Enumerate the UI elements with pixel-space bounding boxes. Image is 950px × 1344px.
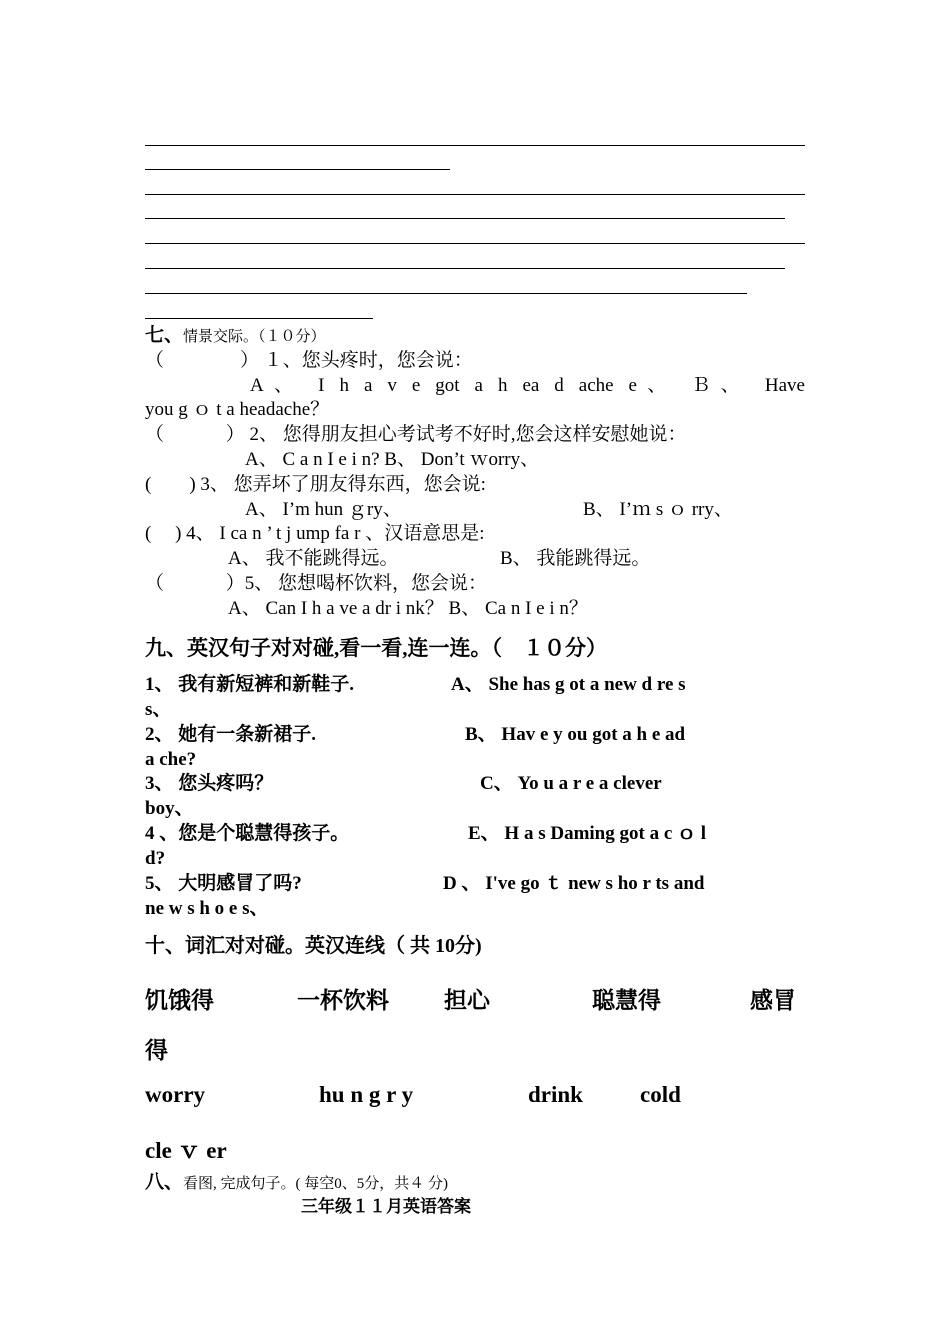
answer-line	[145, 218, 785, 219]
answer-key-title: 三年级１１月英语答案	[301, 1197, 471, 1216]
question-7-5-options: A、 Can I h a ve a dr i nk？ B、 Ca n I e i n？	[228, 598, 588, 619]
match-row-1-cont: s、	[145, 699, 172, 720]
match-row-en: C、 Yo u a r e a clever	[480, 773, 662, 794]
answer-line	[145, 169, 450, 170]
match-row-5-cont: ne w s h o e s、	[145, 898, 269, 919]
section8-number: 八、	[145, 1172, 184, 1193]
match-row-4-cont: d?	[145, 848, 166, 869]
section7-heading	[145, 324, 326, 349]
vocab-word-en: cold	[640, 1082, 681, 1107]
vocab-word-zh: 感冒	[750, 988, 796, 1013]
section8-title: 看图, 完成句子。( 每空0、5分，共４ 分)	[183, 1176, 449, 1192]
vocab-word-zh-cont: 得	[145, 1038, 168, 1063]
vocab-word-zh: 担心	[444, 988, 490, 1013]
match-row-en: B、 Hav e y ou got a h e ad	[465, 724, 686, 745]
answer-line	[145, 194, 805, 195]
match-row-3-cont: boy、	[145, 798, 194, 819]
match-row-zh: 5、 大明感冒了吗?	[145, 873, 302, 894]
section9-heading: 九、英汉句子对对碰,看一看,连一连。（ １０分）	[145, 636, 607, 660]
question-7-1: （ ） １、您头疼时，您会说：	[145, 350, 473, 371]
answer-line	[145, 268, 785, 269]
question-7-4-option-a: A、 我不能跳得远。	[228, 548, 399, 569]
match-row-zh: 2、 她有一条新裙子.	[145, 724, 317, 745]
section8-heading	[145, 1171, 448, 1196]
match-row-zh: 3、 您头疼吗？	[145, 773, 274, 794]
vocab-word-zh: 一杯饮料	[297, 988, 389, 1013]
match-row-en: D 、 I've go ｔ new s ho r ts and	[443, 873, 705, 894]
question-7-1-options: A、 I h a v e got a h ea d ache e、 Ｂ、 Have	[250, 375, 805, 396]
answer-line	[145, 243, 805, 244]
match-row-en: A、 She has g ot a new d re s	[451, 674, 686, 695]
question-7-2: （ ） 2、 您得朋友担心考试考不好时,您会这样安慰她说：	[145, 424, 687, 445]
answer-line	[145, 318, 373, 319]
vocab-word-en: hu n g r y	[319, 1082, 414, 1107]
vocab-word-zh: 聪慧得	[592, 988, 661, 1013]
question-7-2-options: A、 C a n I e i n? B、 Don’t ｗorry、	[245, 449, 540, 470]
question-7-3-option-a: A、 I’m hun ｇry、	[245, 499, 402, 520]
match-row-2-cont: a che?	[145, 749, 197, 770]
vocab-word-en: worry	[145, 1082, 206, 1107]
vocab-word-en-cont: cle ｖ er	[145, 1138, 227, 1163]
match-row-zh: 1、 我有新短裤和新鞋子.	[145, 674, 355, 695]
vocab-word-zh: 饥饿得	[145, 988, 214, 1013]
question-7-1-options-cont: you g ｏ t a headache？	[145, 399, 330, 420]
answer-line	[145, 145, 805, 146]
match-row-zh: 4 、您是个聪慧得孩子。	[145, 823, 350, 844]
question-7-4-option-b: B、 我能跳得远。	[500, 548, 651, 569]
answer-line	[145, 293, 747, 294]
section7-number: 七、	[145, 325, 184, 346]
question-7-3: ( ) 3、 您弄坏了朋友得东西，您会说:	[145, 474, 486, 495]
section7-title: 情景交际。（１０分）	[183, 329, 326, 345]
vocab-word-en: drink	[528, 1082, 583, 1107]
question-7-4: ( ) 4、 I ca n ’ t j ump fa r 、汉语意思是:	[145, 523, 485, 544]
question-7-3-option-b: B、 I’ｍ s ｏ rry、	[583, 499, 733, 520]
section10-heading: 十、词汇对对碰。英汉连线（ 共 10分)	[145, 935, 482, 957]
match-row-en: E、 H a s Daming got a c ｏ l	[468, 823, 707, 844]
question-7-5: （ ）5、 您想喝杯饮料，您会说：	[145, 573, 488, 594]
